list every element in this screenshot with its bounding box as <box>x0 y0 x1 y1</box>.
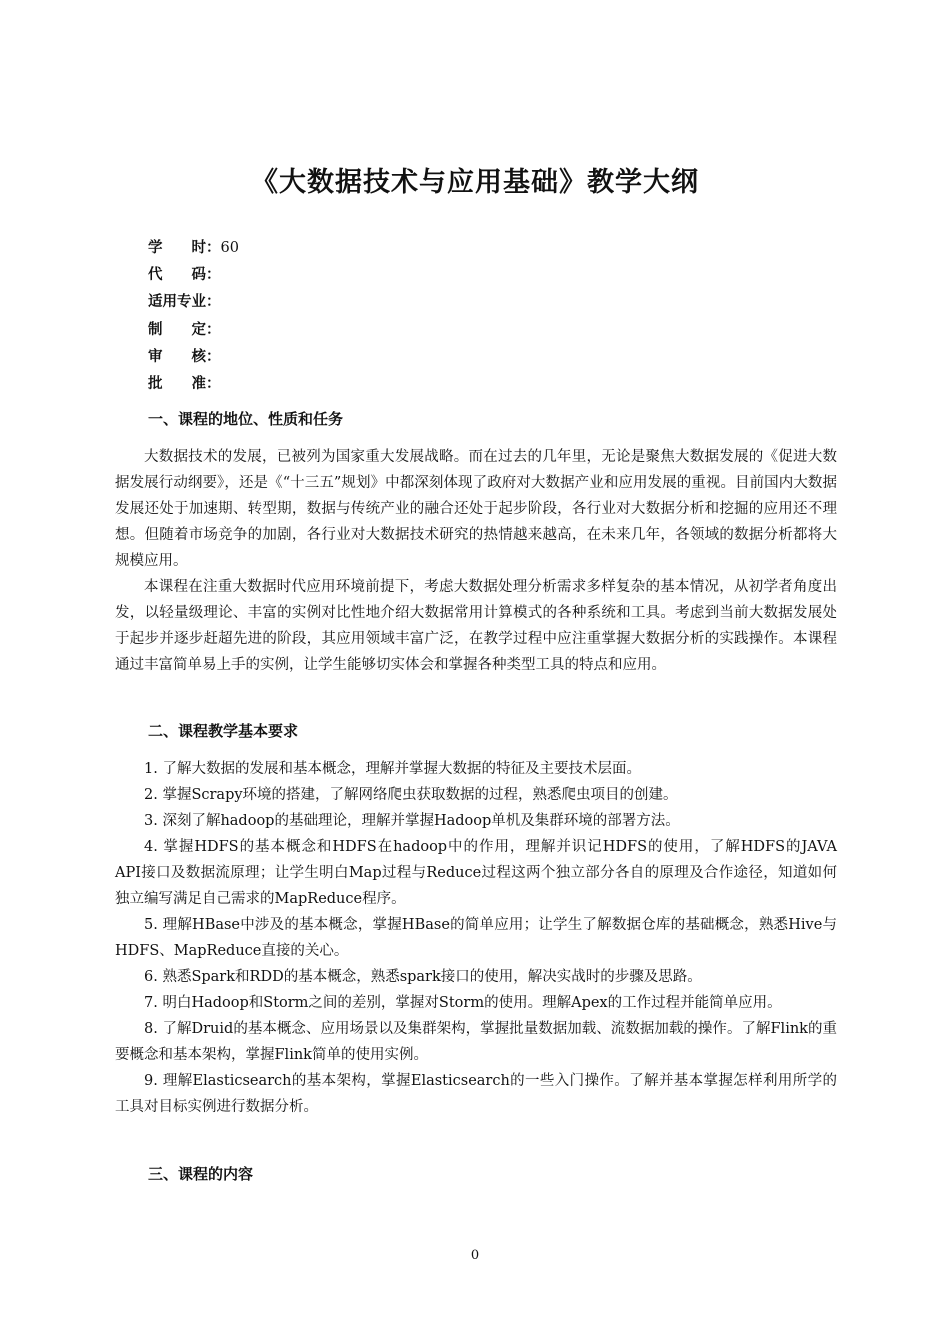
list-item: 4. 掌握HDFS的基本概念和HDFS在hadoop中的作用，理解并识记HDFS的使用，了解HDFS的JAVA API接口及数据流原理；让学生明白Map过程与Reduce过程这两个独立部分各自的原理及合作途径，知道如何独立编写满足自己需求的MapReduce程序。 <box>115 839 852 907</box>
list-item: 5. 理解HBase中涉及的基本概念，掌握HBase的简单应用；让学生了解数据仓库的基础概念，熟悉Hive与HDFS、MapReduce直接的关心。 <box>115 917 837 959</box>
meta-code: 代 码： <box>148 267 221 284</box>
list-item: 3. 深刻了解hadoop的基础理论，理解并掌握Hadoop单机及集群环境的部署方法。 <box>144 813 680 829</box>
meta-major: 适用专业： <box>148 294 221 311</box>
section-body-2 <box>115 756 852 1120</box>
document-title: 《大数据技术与应用基础》教学大纲 <box>251 167 699 198</box>
paragraph: 大数据技术的发展，已被列为国家重大发展战略。而在过去的几年里，无论是聚焦大数据发展的《促进大数据发展行动纲要》，还是《“十三五”规划》中都深刻体现了政府对大数据产业和应用发展的重视。目前国内大数据发展还处于加速期、转型期，数据与传统产业的融合还处于起步阶段，各行业对大数据分析和挖掘的应用还不理想。但随着市场竞争的加剧，各行业对大数据技术研究的热情越来越高，在未来几年，各领域的数据分析都将大规模应用。 <box>115 449 837 569</box>
meta-author: 制 定： <box>148 321 221 338</box>
list-item: 2. 掌握Scrapy环境的搭建，了解网络爬虫获取数据的过程，熟悉爬虫项目的创建。 <box>144 787 678 803</box>
list-item: 6. 熟悉Spark和RDD的基本概念，熟悉spark接口的使用，解决实战时的步骤及思路。 <box>144 969 702 985</box>
meta-reviewer: 审 核： <box>148 348 221 365</box>
section-body-1 <box>115 444 837 678</box>
list-item: 8. 了解Druid的基本概念、应用场景以及集群架构，掌握批量数据加载、流数据加载的操作。了解Flink的重要概念和基本架构，掌握Flink简单的使用实例。 <box>115 1021 837 1063</box>
page-number: 0 <box>470 1248 480 1263</box>
paragraph: 本课程在注重大数据时代应用环境前提下，考虑大数据处理分析需求多样复杂的基本情况，从初学者角度出发，以轻量级理论、丰富的实例对比性地介绍大数据常用计算模式的各种系统和工具。考虑到当前大数据发展处于起步并逐步赶超先进的阶段，其应用领域丰富广泛，在教学过程中应注重掌握大数据分析的实践操作。本课程通过丰富简单易上手的实例，让学生能够切实体会和掌握各种类型工具的特点和应用。 <box>115 579 837 673</box>
section-heading-2: 二、课程教学基本要求 <box>148 722 299 740</box>
section-heading-3: 三、课程的内容 <box>148 1165 254 1183</box>
section-heading-1: 一、课程的地位、性质和任务 <box>148 410 344 428</box>
list-item: 9. 理解Elasticsearch的基本架构，掌握Elasticsearch的一些入门操作。了解并基本掌握怎样利用所学的工具对目标实例进行数据分析。 <box>115 1073 837 1115</box>
course-meta <box>148 235 239 398</box>
list-item: 7. 明白Hadoop和Storm之间的差别，掌握对Storm的使用。理解Apex的工作过程并能简单应用。 <box>144 995 782 1011</box>
list-item: 1. 了解大数据的发展和基本概念，理解并掌握大数据的特征及主要技术层面。 <box>144 761 641 777</box>
meta-hours: 学 时： 60 <box>148 240 239 256</box>
meta-approver: 批 准： <box>148 376 221 393</box>
